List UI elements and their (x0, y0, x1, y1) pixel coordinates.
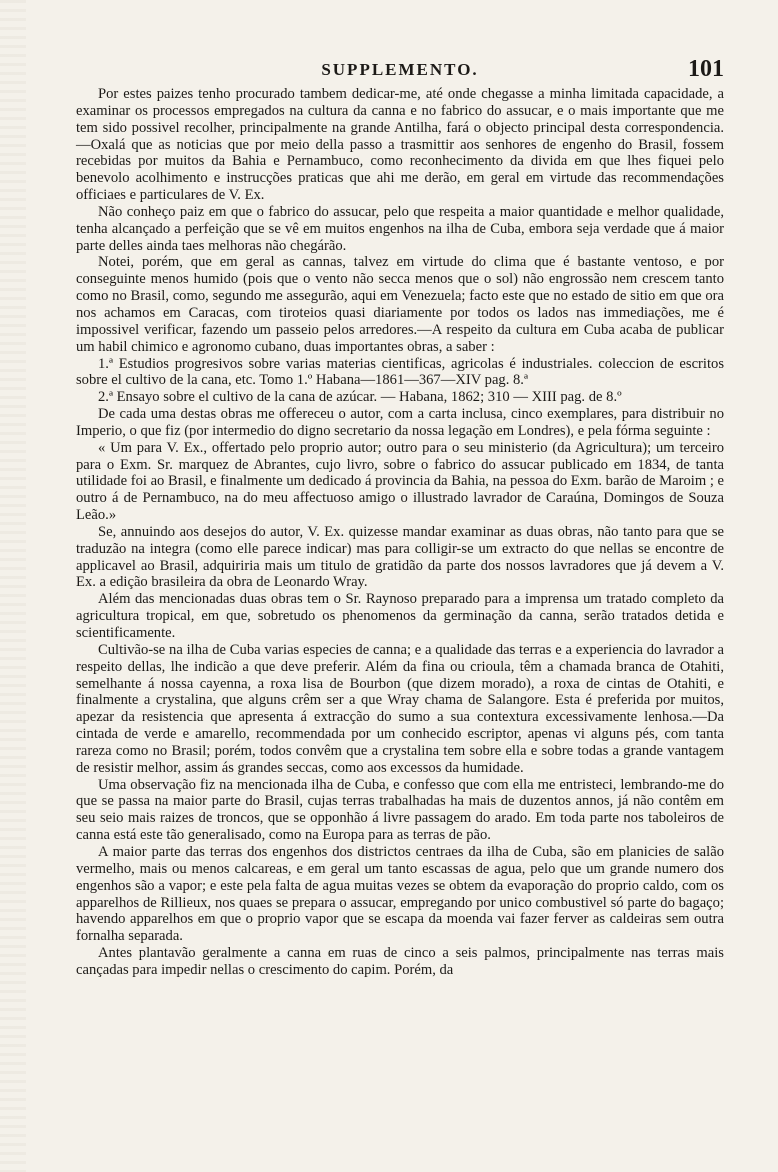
bibliography-item: 1.ª Estudios progresivos sobre varias materias cientificas, agricolas é industriales. coleccion de escritos sobre el cultivo de la cana, etc. Tomo 1.º Habana—1861—367—XIV pag. 8.ª (76, 355, 724, 389)
document-page (76, 56, 724, 979)
paragraph: Uma observação fiz na mencionada ilha de Cuba, e confesso que com ella me entristeci, lembrando-me do que se passa na maior parte do Brasil, cujas terras trabalhadas ha mais de duzentos annos, já não contêm em seu seio mais raizes de troncos, que se opponhão á livre passagem do arado. Em toda parte nos taboleiros de canna está este tão generalisado, como na Europa para as terras de pão. (76, 776, 724, 844)
page-number: 101 (688, 56, 724, 82)
paragraph: Notei, porém, que em geral as cannas, talvez em virtude do clima que é bastante ventoso, e por conseguinte menos humido (pois que o vento não secca menos que o sol) não engrossão nem crescem tanto como no Brasil, como, segundo me assegurão, aqui em Venezuela; facto este que no estado de sitio em que ora nos achamos em Caracas, com tiroteios quasi diariamente por todos os lados nas immediações, me é impossivel verificar, fazendo um passeio pelos arredores.—A respeito da cultura em Cuba acaba de publicar um habil chimico e agronomo cubano, duas importantes obras, a saber : (76, 254, 724, 355)
paragraph: Cultivão-se na ilha de Cuba varias especies de canna; e a qualidade das terras e a experiencia do lavrador a respeito dellas, lhe indicão a que deve preferir. Além da fina ou crioula, têm a chamada branca de Otahiti, semelhante á nossa cayenna, a roxa lisa de Bourbon (que dizem morado), a roxa de cintas de Otahiti, e finalmente a crystalina, que alguns crêm ser a que Wray chama de Salangore. Esta é preferida por muitos, apezar da resistencia que apresenta á extracção do sumo a sua contextura excessivamente lenhosa.—Da cintada de verde e amarello, recommendada por um conhecido escriptor, apenas vi alguns pés, com tanta rareza como no Brasil; porém, todos convêm que a crystalina tem sobre ella e sobre todas a grande vantagem de resistir melhor, assim ás grandes seccas, como aos excessos da humidade. (76, 641, 724, 776)
paragraph: Por estes paizes tenho procurado tambem dedicar-me, até onde chegasse a minha limitada capacidade, a examinar os processos empregados na cultura da canna e no fabrico do assucar, e o mais importante que me tem sido possivel recolher, principalmente na grande Antilha, fará o objecto principal desta correspondencia.—Oxalá que as noticias que por meio della passo a trasmittir aos senhores de engenho do Brasil, fossem recebidas por muitos da Bahia e Pernambuco, como reconhecimento da divida em que lhes fiquei pelo benevolo acolhimento e instrucções praticas que ahi me derão, em geral em virtude das recommendações officiaes e particulares de V. Ex. (76, 86, 724, 204)
paragraph: A maior parte das terras dos engenhos dos districtos centraes da ilha de Cuba, são em planicies de salão vermelho, mais ou menos calcareas, e em geral um tanto escassas de agua, pelo que um grande numero dos engenhos são a vapor; e este pela falta de agua muitas vezes se obtem da evaporação do proprio caldo, com os apparelhos de Rillieux, nos quaes se prepara o assucar, empregando por unico combustivel só parte do bagaço; havendo apparelhos em que o proprio vapor que se escapa da moenda vai fazer ferver as caldeiras sem outra fornalha separada. (76, 843, 724, 945)
paragraph: Se, annuindo aos desejos do autor, V. Ex. quizesse mandar examinar as duas obras, não tanto para que se traduzão na integra (como elle parece indicar) mas para colligir-se um extracto do que nellas se encontre de applicavel ao Brasil, adquiriria mais um titulo de gratidão da parte dos nossos lavradores que já devem a V. Ex. a edição brasileira da obra de Leonardo Wray. (76, 523, 724, 591)
body-text (76, 86, 724, 979)
page-header (76, 56, 724, 86)
scan-edge-shadow (0, 0, 26, 1172)
paragraph: De cada uma destas obras me offereceu o autor, com a carta inclusa, cinco exemplares, para distribuir no Imperio, o que fiz (por intermedio do digno secretario da nossa legação em Londres), e pela fórma seguinte : (76, 406, 724, 439)
paragraph: Além das mencionadas duas obras tem o Sr. Raynoso preparado para a imprensa um tratado completo da agricultura tropical, em que, sobretudo os phenomenos da germinação da canna, serão tratados detida e scientificamente. (76, 591, 724, 641)
running-title: SUPPLEMENTO. (321, 60, 479, 79)
paragraph: Antes plantavão geralmente a canna em ruas de cinco a seis palmos, principalmente nas terras mais cançadas para impedir nellas o crescimento do capim. Porém, da (76, 945, 724, 978)
paragraph: Não conheço paiz em que o fabrico do assucar, pelo que respeita a maior quantidade e melhor qualidade, tenha alcançado a perfeição que se vê em muitos engenhos na ilha de Cuba, embora seja verdade que á maior parte delles ainda taes melhoras não chegárão. (76, 203, 724, 254)
bibliography-item: 2.ª Ensayo sobre el cultivo de la cana de azúcar. — Habana, 1862; 310 — XIII pag. de 8.º (98, 389, 622, 406)
quoted-paragraph: « Um para V. Ex., offertado pelo proprio autor; outro para o seu ministerio (da Agricultura); um terceiro para o Exm. Sr. marquez de Abrantes, cujo livro, sobre o fabrico do assucar publicado em 1834, de tanta utilidade foi ao Brasil, e finalmente um dedicado á provincia da Bahia, na pessoa do Exm. barão de Maroim ; e outro á de Pernambuco, na do meu affectuoso amigo o illustrado lavrador de Caraúna, Domingos de Souza Leão.» (76, 439, 724, 524)
